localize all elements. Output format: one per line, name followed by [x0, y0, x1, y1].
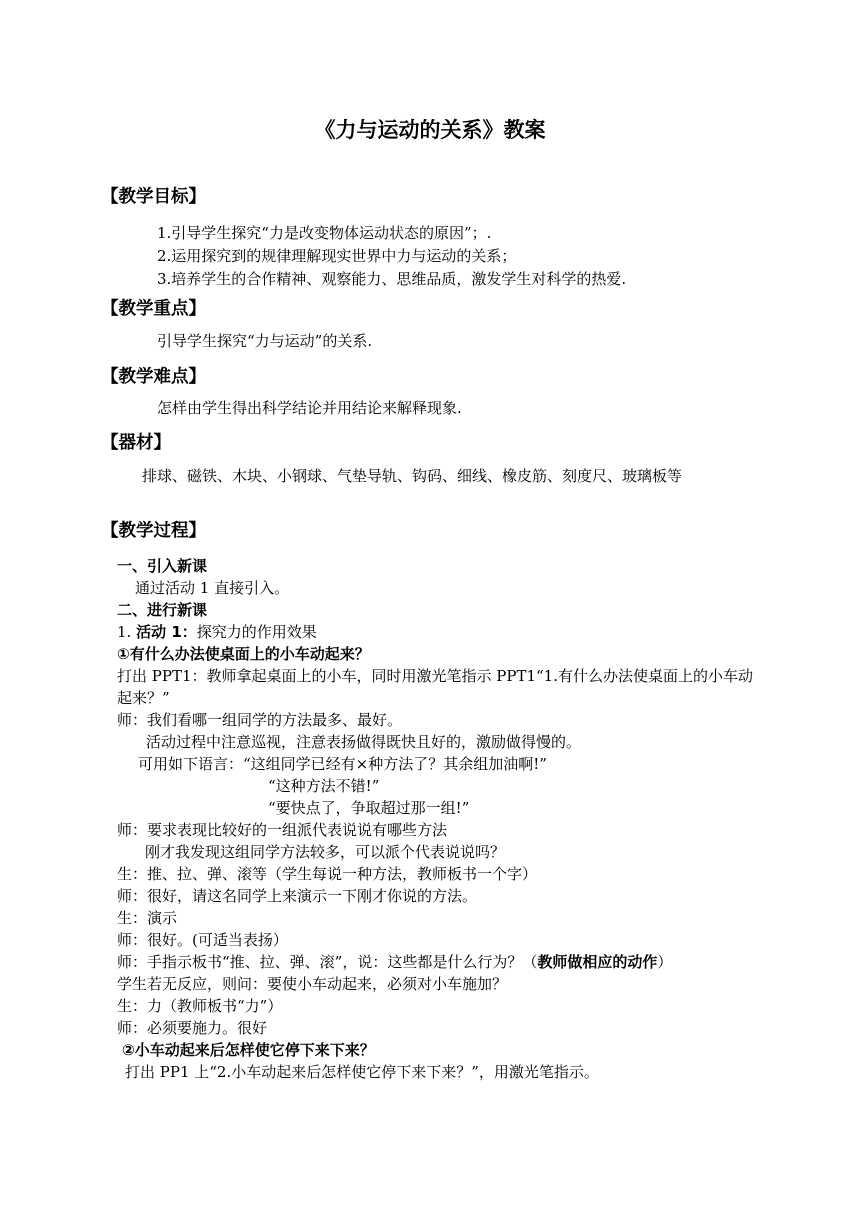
paragraph: 学生若无反应，则问：要使小车动起来，必须对小车施加？: [117, 975, 508, 993]
paragraph: [117, 951, 761, 973]
activity-number: 1.: [117, 623, 132, 641]
section-heading: 一、引入新课: [117, 557, 208, 575]
paragraph: “要快点了，争取超过那一组!”: [268, 799, 470, 817]
text-run: 师：手指示板书“推、拉、弹、滚”，说：这些都是什么行为？（: [117, 953, 538, 971]
paragraph: 师：很好。(可适当表扬）: [117, 931, 288, 949]
difficulties-text: 怎样由学生得出科学结论并用结论来解释现象.: [157, 399, 462, 417]
list-item: 2.运用探究到的规律理解现实世界中力与运动的关系；: [157, 247, 517, 265]
question-heading: ②小车动起来后怎样使它停下来下来？: [122, 1041, 375, 1059]
page-title: 《力与运动的关系》教案: [314, 118, 546, 142]
paragraph: 生：推、拉、弹、滚等（学生每说一种方法，教师板书一个字）: [117, 865, 538, 883]
paragraph: 生：演示: [117, 909, 178, 927]
paragraph: 活动过程中注意巡视，注意表扬做得既快且好的，激励做得慢的。: [146, 733, 582, 751]
section-heading: 二、进行新课: [117, 601, 208, 619]
process-heading: 【教学过程】: [101, 521, 206, 541]
paragraph: 通过活动 1 直接引入。: [135, 579, 290, 597]
activity-label: 活动 1：: [136, 623, 197, 641]
paragraph: 可用如下语言：“这组同学已经有×种方法了？其余组加油啊!”: [138, 755, 547, 773]
materials-text: 排球、磁铁、木块、小钢球、气垫导轨、钩码、细线、橡皮筋、刻度尺、玻璃板等: [142, 467, 683, 485]
paragraph: 生：力（教师板书“力”）: [117, 997, 283, 1015]
bold-run: 教师做相应的动作: [537, 953, 658, 971]
objectives-list: [101, 222, 761, 291]
paragraph: 师：我们看哪一组同学的方法最多、最好。: [117, 711, 403, 729]
list-item: 1.引导学生探究“力是改变物体运动状态的原因”；.: [157, 224, 492, 242]
materials-heading: 【器材】: [101, 433, 171, 453]
list-item: 3.培养学生的合作精神、观察能力、思维品质，激发学生对科学的热爱.: [157, 270, 627, 288]
paragraph: 刚才我发现这组同学方法较多，可以派个代表说说吗？: [145, 843, 506, 861]
process-body: [101, 555, 761, 1083]
objectives-heading: 【教学目标】: [101, 187, 206, 207]
key-points-heading: 【教学重点】: [101, 299, 206, 319]
paragraph: 打出 PPT1：教师拿起桌面上的小车，同时用激光笔指示 PPT1“1.有什么办法使桌面上的小车动起来？”: [117, 667, 753, 707]
paragraph: 师：要求表现比较好的一组派代表说说有哪些方法: [117, 821, 448, 839]
question-heading: ①有什么办法使桌面上的小车动起来？: [117, 645, 370, 663]
text-run: ）: [657, 953, 673, 971]
paragraph: 师：必须要施力。很好: [117, 1019, 268, 1037]
paragraph: 打出 PP1 上“2.小车动起来后怎样使它停下来下来？”，用激光笔指示。: [125, 1063, 599, 1081]
difficulties-heading: 【教学难点】: [101, 367, 206, 387]
activity-title: 探究力的作用效果: [196, 623, 317, 641]
activity-line: [117, 621, 761, 643]
paragraph: 师：很好，请这名同学上来演示一下刚才你说的方法。: [117, 887, 478, 905]
paragraph: “这种方法不错!”: [268, 777, 380, 795]
key-points-text: 引导学生探究“力与运动”的关系.: [157, 332, 373, 350]
